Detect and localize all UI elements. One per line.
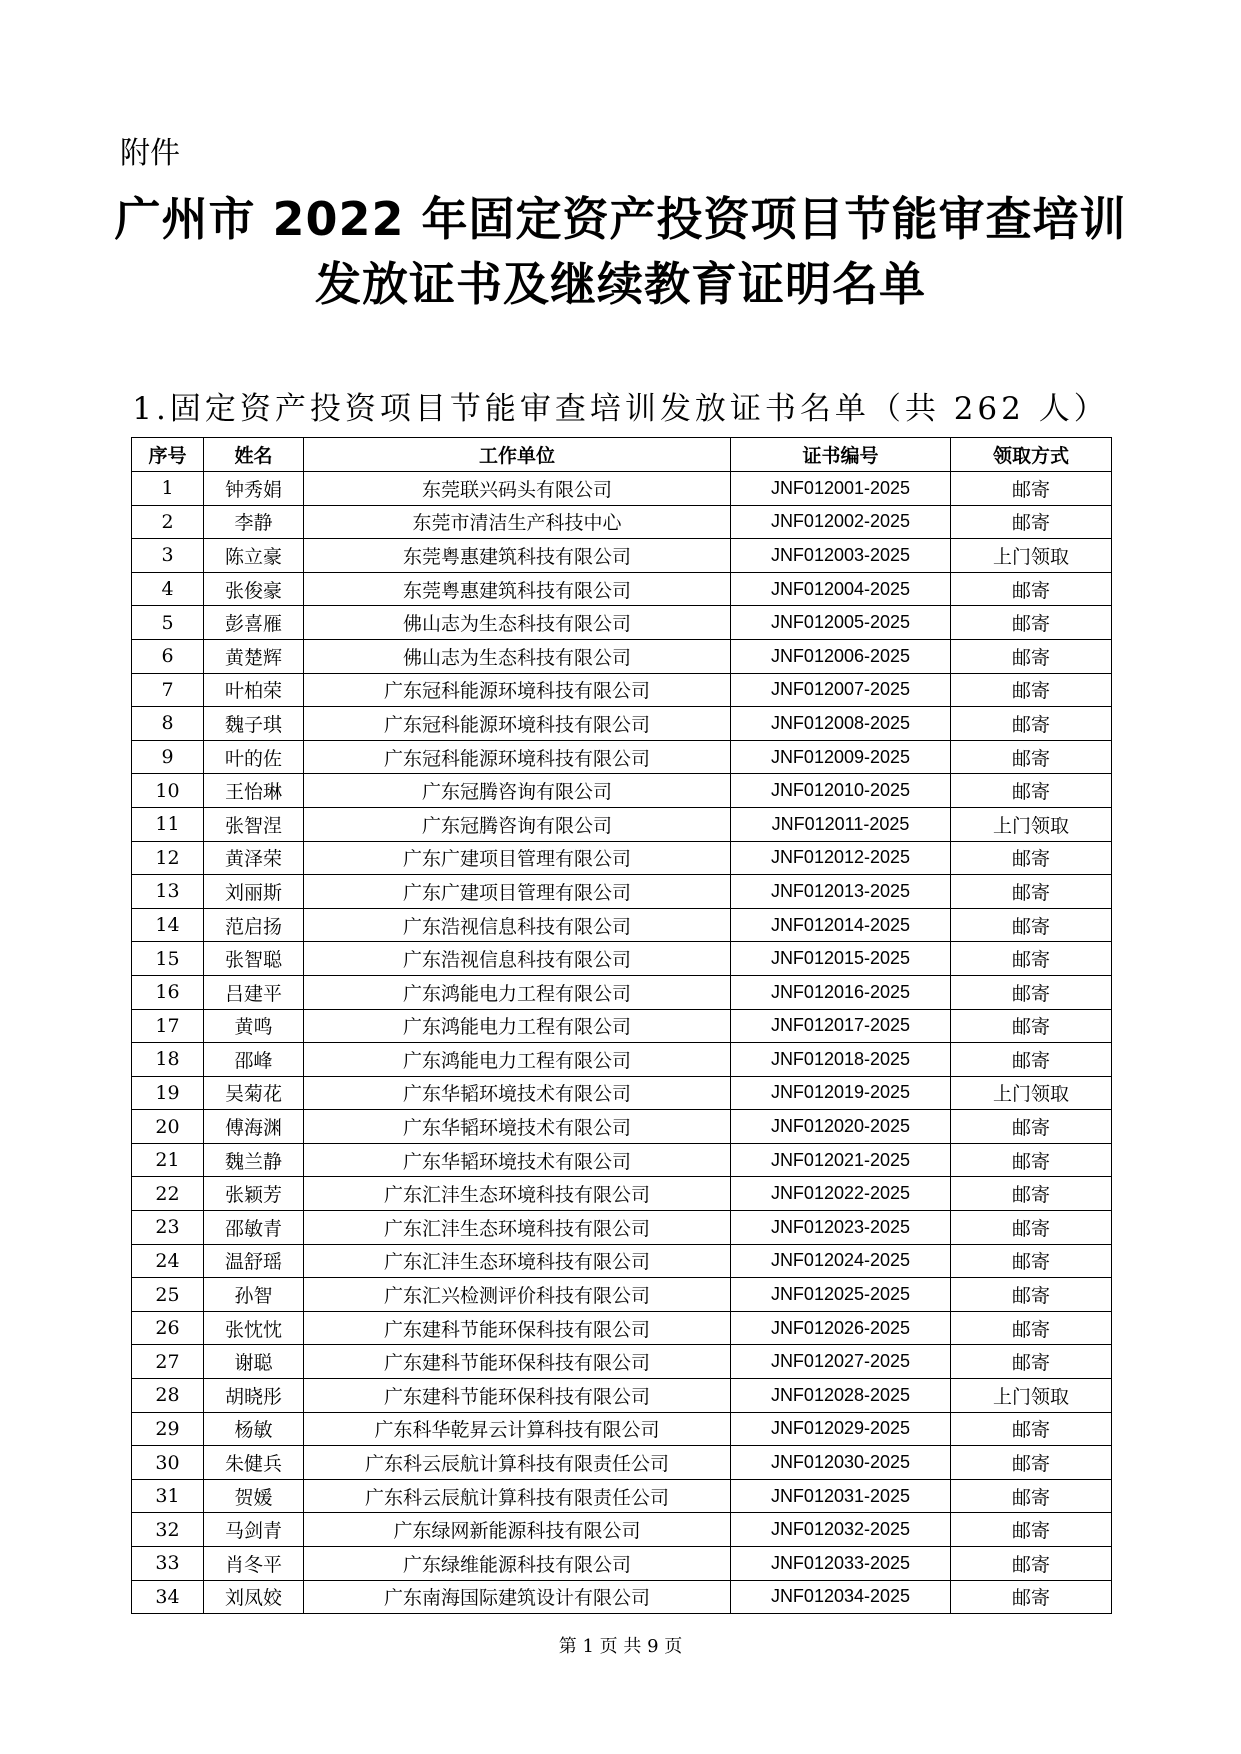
employer: 广东汇兴检测评价科技有限公司 [304,1278,731,1312]
row-index: 21 [132,1143,204,1177]
certificate-number: JNF012006-2025 [731,639,951,673]
row-index: 34 [132,1580,204,1614]
table-row [132,639,1112,673]
certificate-number: JNF012033-2025 [731,1547,951,1581]
certificate-number: JNF012026-2025 [731,1311,951,1345]
person-name: 朱健兵 [204,1446,304,1480]
collection-method: 邮寄 [951,1043,1112,1077]
table-row [132,1043,1112,1077]
certificate-number: JNF012032-2025 [731,1513,951,1547]
row-index: 9 [132,740,204,774]
row-index: 13 [132,875,204,909]
certificate-number: JNF012020-2025 [731,1110,951,1144]
row-index: 18 [132,1043,204,1077]
employer: 广东汇沣生态环境科技有限公司 [304,1177,731,1211]
collection-method: 上门领取 [951,807,1112,841]
employer: 广东鸿能电力工程有限公司 [304,975,731,1009]
collection-method: 邮寄 [951,875,1112,909]
person-name: 杨敏 [204,1412,304,1446]
collection-method: 邮寄 [951,740,1112,774]
table-row [132,1513,1112,1547]
employer: 广东冠科能源环境科技有限公司 [304,673,731,707]
row-index: 1 [132,472,204,506]
table-row [132,975,1112,1009]
row-index: 30 [132,1446,204,1480]
table-row [132,1278,1112,1312]
row-index: 16 [132,975,204,1009]
employer: 广东冠腾咨询有限公司 [304,807,731,841]
person-name: 彭喜雁 [204,606,304,640]
collection-method: 邮寄 [951,1311,1112,1345]
collection-method: 邮寄 [951,1446,1112,1480]
collection-method: 邮寄 [951,908,1112,942]
row-index: 4 [132,572,204,606]
row-index: 22 [132,1177,204,1211]
table-row [132,1076,1112,1110]
person-name: 钟秀娟 [204,472,304,506]
person-name: 刘丽斯 [204,875,304,909]
certificate-number: JNF012025-2025 [731,1278,951,1312]
employer: 广东冠腾咨询有限公司 [304,774,731,808]
certificate-number: JNF012028-2025 [731,1379,951,1413]
row-index: 27 [132,1345,204,1379]
row-index: 26 [132,1311,204,1345]
page-footer: 第 1 页 共 9 页 [558,1636,683,1657]
table-row [132,1009,1112,1043]
table-row [132,942,1112,976]
row-index: 10 [132,774,204,808]
row-index: 8 [132,707,204,741]
person-name: 叶的佐 [204,740,304,774]
collection-method: 邮寄 [951,707,1112,741]
row-index: 14 [132,908,204,942]
row-index: 2 [132,505,204,539]
certificate-number: JNF012022-2025 [731,1177,951,1211]
header-index: 序号 [132,438,204,472]
person-name: 陈立豪 [204,539,304,573]
person-name: 黄鸣 [204,1009,304,1043]
certificate-number: JNF012017-2025 [731,1009,951,1043]
certificate-number: JNF012031-2025 [731,1479,951,1513]
certificate-number: JNF012015-2025 [731,942,951,976]
table-row [132,1379,1112,1413]
employer: 东莞市清洁生产科技中心 [304,505,731,539]
employer: 广东建科节能环保科技有限公司 [304,1345,731,1379]
employer: 广东广建项目管理有限公司 [304,841,731,875]
employer: 广东华韬环境技术有限公司 [304,1110,731,1144]
table-row [132,774,1112,808]
collection-method: 邮寄 [951,1244,1112,1278]
person-name: 黄泽荣 [204,841,304,875]
employer: 广东汇沣生态环境科技有限公司 [304,1244,731,1278]
person-name: 肖冬平 [204,1547,304,1581]
certificate-number: JNF012004-2025 [731,572,951,606]
certificate-number: JNF012011-2025 [731,807,951,841]
person-name: 马剑青 [204,1513,304,1547]
collection-method: 上门领取 [951,1076,1112,1110]
person-name: 孙智 [204,1278,304,1312]
row-index: 24 [132,1244,204,1278]
employer: 广东浩视信息科技有限公司 [304,908,731,942]
employer: 广东南海国际建筑设计有限公司 [304,1580,731,1614]
table-row [132,1412,1112,1446]
collection-method: 邮寄 [951,1547,1112,1581]
person-name: 李静 [204,505,304,539]
person-name: 张忱忱 [204,1311,304,1345]
table-row [132,1547,1112,1581]
document-title-line-2: 发放证书及继续教育证明名单 [315,257,926,311]
person-name: 王怡琳 [204,774,304,808]
certificate-number: JNF012012-2025 [731,841,951,875]
row-index: 19 [132,1076,204,1110]
person-name: 温舒瑶 [204,1244,304,1278]
collection-method: 邮寄 [951,774,1112,808]
collection-method: 邮寄 [951,841,1112,875]
employer: 东莞联兴码头有限公司 [304,472,731,506]
table-row [132,908,1112,942]
person-name: 贺媛 [204,1479,304,1513]
table-body [132,472,1112,1614]
collection-method: 邮寄 [951,572,1112,606]
employer: 广东科云辰航计算科技有限责任公司 [304,1479,731,1513]
certificate-number: JNF012024-2025 [731,1244,951,1278]
person-name: 张俊豪 [204,572,304,606]
employer: 广东冠科能源环境科技有限公司 [304,740,731,774]
table-row [132,505,1112,539]
employer: 佛山志为生态科技有限公司 [304,639,731,673]
table-row [132,807,1112,841]
person-name: 邵峰 [204,1043,304,1077]
header-name: 姓名 [204,438,304,472]
table-row [132,606,1112,640]
header-collection-method: 领取方式 [951,438,1112,472]
row-index: 20 [132,1110,204,1144]
collection-method: 邮寄 [951,1278,1112,1312]
table-row [132,1479,1112,1513]
row-index: 29 [132,1412,204,1446]
employer: 广东冠科能源环境科技有限公司 [304,707,731,741]
person-name: 吴菊花 [204,1076,304,1110]
employer: 广东鸿能电力工程有限公司 [304,1043,731,1077]
table-row [132,1177,1112,1211]
table-row [132,1345,1112,1379]
employer: 广东汇沣生态环境科技有限公司 [304,1211,731,1245]
row-index: 23 [132,1211,204,1245]
person-name: 张颖芳 [204,1177,304,1211]
certificate-number: JNF012007-2025 [731,673,951,707]
table-row [132,740,1112,774]
employer: 广东绿网新能源科技有限公司 [304,1513,731,1547]
certificate-number: JNF012003-2025 [731,539,951,573]
row-index: 3 [132,539,204,573]
person-name: 张智聪 [204,942,304,976]
table-row [132,875,1112,909]
certificate-number: JNF012002-2025 [731,505,951,539]
table-row [132,572,1112,606]
person-name: 魏兰静 [204,1143,304,1177]
employer: 东莞粤惠建筑科技有限公司 [304,572,731,606]
collection-method: 上门领取 [951,539,1112,573]
certificate-number: JNF012030-2025 [731,1446,951,1480]
table-row [132,472,1112,506]
collection-method: 上门领取 [951,1379,1112,1413]
table-row [132,841,1112,875]
employer: 广东建科节能环保科技有限公司 [304,1379,731,1413]
certificate-number: JNF012005-2025 [731,606,951,640]
collection-method: 邮寄 [951,1580,1112,1614]
person-name: 邵敏青 [204,1211,304,1245]
table-row [132,1110,1112,1144]
certificate-number: JNF012019-2025 [731,1076,951,1110]
collection-method: 邮寄 [951,1412,1112,1446]
row-index: 32 [132,1513,204,1547]
table-row [132,673,1112,707]
table-row [132,539,1112,573]
section-title: 1.固定资产投资项目节能审查培训发放证书名单（共 262 人） [132,391,1109,427]
person-name: 黄楚辉 [204,639,304,673]
collection-method: 邮寄 [951,942,1112,976]
certificate-number: JNF012023-2025 [731,1211,951,1245]
certificate-number: JNF012034-2025 [731,1580,951,1614]
employer: 东莞粤惠建筑科技有限公司 [304,539,731,573]
certificate-list-table [131,437,1112,1614]
table-row [132,1143,1112,1177]
collection-method: 邮寄 [951,606,1112,640]
employer: 广东绿维能源科技有限公司 [304,1547,731,1581]
collection-method: 邮寄 [951,1143,1112,1177]
employer: 广东华韬环境技术有限公司 [304,1143,731,1177]
table-row [132,1244,1112,1278]
person-name: 吕建平 [204,975,304,1009]
header-certificate-number: 证书编号 [731,438,951,472]
table-header-row [132,438,1112,472]
person-name: 胡晓彤 [204,1379,304,1413]
table-row [132,1446,1112,1480]
collection-method: 邮寄 [951,1479,1112,1513]
person-name: 张智涅 [204,807,304,841]
certificate-number: JNF012027-2025 [731,1345,951,1379]
person-name: 范启扬 [204,908,304,942]
certificate-number: JNF012009-2025 [731,740,951,774]
attachment-label: 附件 [120,136,180,171]
table-row [132,1311,1112,1345]
certificate-number: JNF012001-2025 [731,472,951,506]
document-title-line-1: 广州市 2022 年固定资产投资项目节能审查培训 [114,192,1127,246]
certificate-number: JNF012008-2025 [731,707,951,741]
row-index: 28 [132,1379,204,1413]
row-index: 25 [132,1278,204,1312]
certificate-number: JNF012016-2025 [731,975,951,1009]
person-name: 傅海渊 [204,1110,304,1144]
row-index: 12 [132,841,204,875]
employer: 广东广建项目管理有限公司 [304,875,731,909]
person-name: 叶柏荣 [204,673,304,707]
certificate-number: JNF012018-2025 [731,1043,951,1077]
row-index: 17 [132,1009,204,1043]
collection-method: 邮寄 [951,472,1112,506]
employer: 佛山志为生态科技有限公司 [304,606,731,640]
collection-method: 邮寄 [951,975,1112,1009]
table-row [132,1580,1112,1614]
collection-method: 邮寄 [951,639,1112,673]
employer: 广东鸿能电力工程有限公司 [304,1009,731,1043]
certificate-number: JNF012010-2025 [731,774,951,808]
certificate-number: JNF012029-2025 [731,1412,951,1446]
employer: 广东科云辰航计算科技有限责任公司 [304,1446,731,1480]
certificate-number: JNF012021-2025 [731,1143,951,1177]
table-row [132,1211,1112,1245]
person-name: 刘凤姣 [204,1580,304,1614]
header-employer: 工作单位 [304,438,731,472]
row-index: 33 [132,1547,204,1581]
row-index: 7 [132,673,204,707]
row-index: 31 [132,1479,204,1513]
row-index: 6 [132,639,204,673]
collection-method: 邮寄 [951,1009,1112,1043]
collection-method: 邮寄 [951,1345,1112,1379]
employer: 广东科华乾昇云计算科技有限公司 [304,1412,731,1446]
collection-method: 邮寄 [951,1110,1112,1144]
collection-method: 邮寄 [951,505,1112,539]
person-name: 魏子琪 [204,707,304,741]
employer: 广东建科节能环保科技有限公司 [304,1311,731,1345]
row-index: 11 [132,807,204,841]
certificate-number: JNF012013-2025 [731,875,951,909]
employer: 广东华韬环境技术有限公司 [304,1076,731,1110]
certificate-number: JNF012014-2025 [731,908,951,942]
row-index: 5 [132,606,204,640]
collection-method: 邮寄 [951,1211,1112,1245]
person-name: 谢聪 [204,1345,304,1379]
collection-method: 邮寄 [951,1177,1112,1211]
employer: 广东浩视信息科技有限公司 [304,942,731,976]
collection-method: 邮寄 [951,1513,1112,1547]
collection-method: 邮寄 [951,673,1112,707]
row-index: 15 [132,942,204,976]
table-row [132,707,1112,741]
